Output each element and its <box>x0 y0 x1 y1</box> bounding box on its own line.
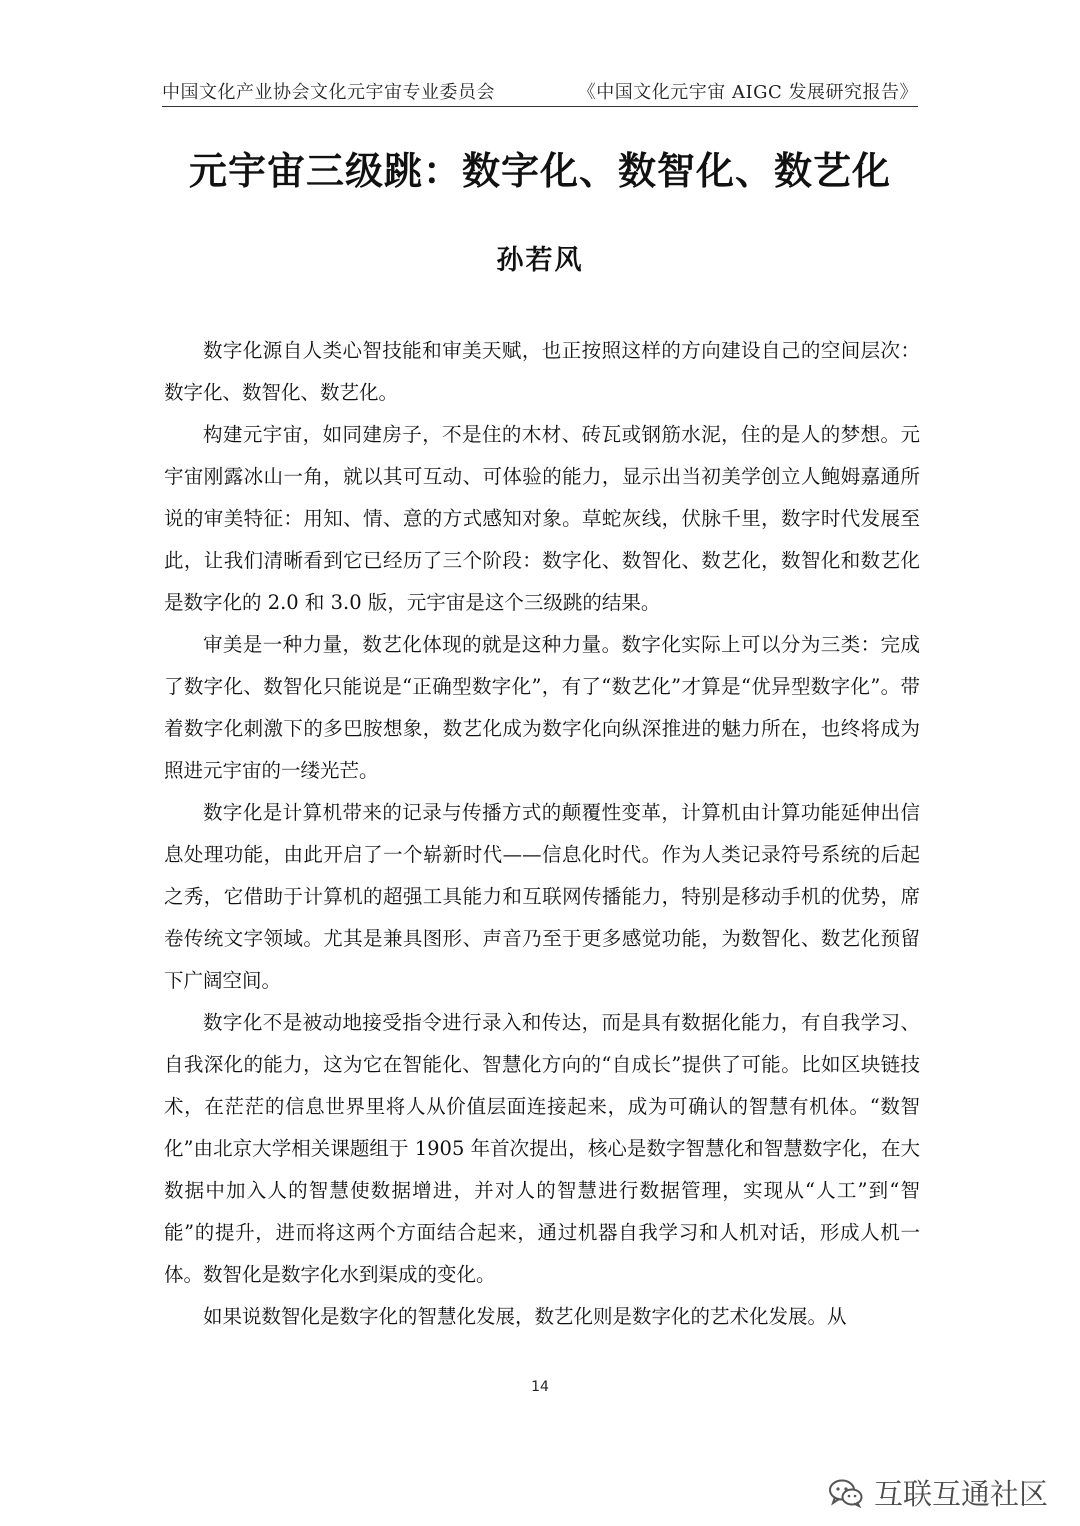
watermark <box>828 1472 1048 1513</box>
paragraph: 审美是一种力量，数艺化体现的就是这种力量。数字化实际上可以分为三类：完成了数字化、数智化只能说是“正确型数字化”，有了“数艺化”才算是“优异型数字化”。带着数字化刺激下的多巴胺想象，数艺化成为数字化向纵深推进的魅力所在，也终将成为照进元宇宙的一缕光芒。 <box>164 633 920 782</box>
header-organization: 中国文化产业协会文化元宇宙专业委员会 <box>162 82 495 103</box>
paragraph: 构建元宇宙，如同建房子，不是住的木材、砖瓦或钢筋水泥，住的是人的梦想。元宇宙刚露冰山一角，就以其可互动、可体验的能力，显示出当初美学创立人鲍姆嘉通所说的审美特征：用知、情、意的方式感知对象。草蛇灰线，伏脉千里，数字时代发展至此，让我们清晰看到它已经历了三个阶段：数字化、数智化、数艺化，数智化和数艺化是数字化的 2.0 和 3.0 版，元宇宙是这个三级跳的结果。 <box>164 423 920 614</box>
watermark-text: 互联互通社区 <box>873 1477 1048 1511</box>
article-body <box>164 330 920 1338</box>
paragraph: 数字化不是被动地接受指令进行录入和传达，而是具有数据化能力，有自我学习、自我深化的能力，这为它在智能化、智慧化方向的“自成长”提供了可能。比如区块链技术，在茫茫的信息世界里将人从价值层面连接起来，成为可确认的智慧有机体。“数智化”由北京大学相关课题组于 1905 年首次提出，核心是数字智慧化和智慧数字化，在大数据中加入人的智慧使数据增进，并对人的智慧进行数据管理，实现从“人工”到“智能”的提升，进而将这两个方面结合起来，通过机器自我学习和人机对话，形成人机一体。数智化是数字化水到渠成的变化。 <box>164 1011 920 1286</box>
article-author: 孙若风 <box>496 245 584 276</box>
page-number: 14 <box>531 1379 549 1395</box>
paragraph: 数字化是计算机带来的记录与传播方式的颠覆性变革，计算机由计算功能延伸出信息处理功能，由此开启了一个崭新时代——信息化时代。作为人类记录符号系统的后起之秀，它借助于计算机的超强工具能力和互联网传播能力，特别是移动手机的优势，席卷传统文字领域。尤其是兼具图形、声音乃至于更多感觉功能，为数智化、数艺化预留下广阔空间。 <box>164 801 920 992</box>
header-report-title: 《中国文化元宇宙 AIGC 发展研究报告》 <box>577 82 918 103</box>
article-title: 元宇宙三级跳：数字化、数智化、数艺化 <box>188 148 891 193</box>
running-header <box>162 78 918 104</box>
wechat-icon <box>828 1478 864 1508</box>
paragraph: 数字化源自人类心智技能和审美天赋，也正按照这样的方向建设自己的空间层次：数字化、数智化、数艺化。 <box>164 339 920 404</box>
header-divider <box>162 106 918 107</box>
paragraph: 如果说数智化是数字化的智慧化发展，数艺化则是数字化的艺术化发展。从 <box>203 1305 847 1328</box>
